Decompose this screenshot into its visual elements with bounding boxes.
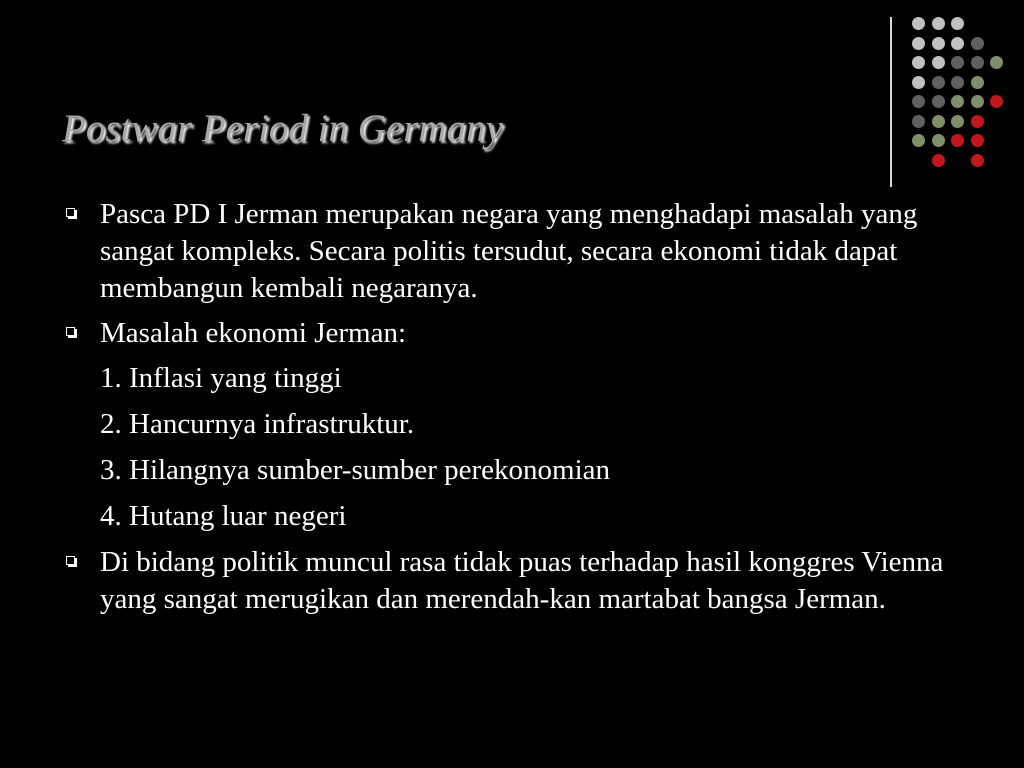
decorative-dot (971, 95, 984, 108)
decorative-dot (971, 134, 984, 147)
decorative-dot (932, 134, 945, 147)
decorative-dot (912, 37, 925, 50)
decorative-dot (990, 56, 1003, 69)
sub-item (62, 452, 982, 489)
decorative-dot (932, 17, 945, 30)
sub-item-text: 3. Hilangnya sumber-sumber perekonomian (100, 454, 611, 486)
square-bullet-icon (66, 208, 78, 220)
square-bullet-icon (66, 327, 78, 339)
decorative-dot-grid (0, 0, 1024, 200)
sub-item-text: 4. Hutang luar negeri (100, 500, 347, 532)
decorative-dot (971, 115, 984, 128)
decorative-dot (951, 37, 964, 50)
decorative-dot (971, 37, 984, 50)
slide-content (62, 196, 982, 626)
decorative-dot (932, 95, 945, 108)
sub-item (62, 406, 982, 443)
square-bullet-icon (66, 556, 78, 568)
sub-item-text: 2. Hancurnya infrastruktur. (100, 408, 415, 440)
decorative-dot (971, 154, 984, 167)
decorative-dot (912, 95, 925, 108)
decorative-dot (932, 37, 945, 50)
decorative-dot (951, 134, 964, 147)
sub-item (62, 360, 982, 397)
sub-item (62, 498, 982, 535)
decorative-dot (971, 56, 984, 69)
decorative-dot (932, 76, 945, 89)
decorative-dot (912, 76, 925, 89)
decorative-dot (932, 115, 945, 128)
decorative-dot (951, 17, 964, 30)
bullet-item (62, 544, 982, 618)
decorative-dot (932, 56, 945, 69)
bullet-item (62, 315, 982, 352)
decorative-dot (951, 115, 964, 128)
bullet-text: Di bidang politik muncul rasa tidak puas terhadap hasil konggres Vienna yang sangat merugikan dan merendah-kan martabat bangsa Jerman. (100, 546, 944, 615)
bullet-item (62, 196, 982, 307)
decorative-dot (912, 17, 925, 30)
bullet-text: Pasca PD I Jerman merupakan negara yang menghadapi masalah yang sangat kompleks. Secara politis tersudut, secara ekonomi tidak dapat membangun kembali negaranya. (100, 198, 918, 304)
decorative-dot (990, 95, 1003, 108)
decorative-dot (951, 95, 964, 108)
sub-item-text: 1. Inflasi yang tinggi (100, 362, 342, 394)
decorative-dot (971, 76, 984, 89)
decorative-dot (912, 115, 925, 128)
decorative-dot (932, 154, 945, 167)
decorative-dot (912, 56, 925, 69)
decorative-dot (951, 56, 964, 69)
slide-title: Postwar Period in Germany (62, 107, 503, 150)
bullet-text: Masalah ekonomi Jerman: (100, 317, 407, 349)
decorative-dot (951, 76, 964, 89)
decorative-dot (912, 134, 925, 147)
